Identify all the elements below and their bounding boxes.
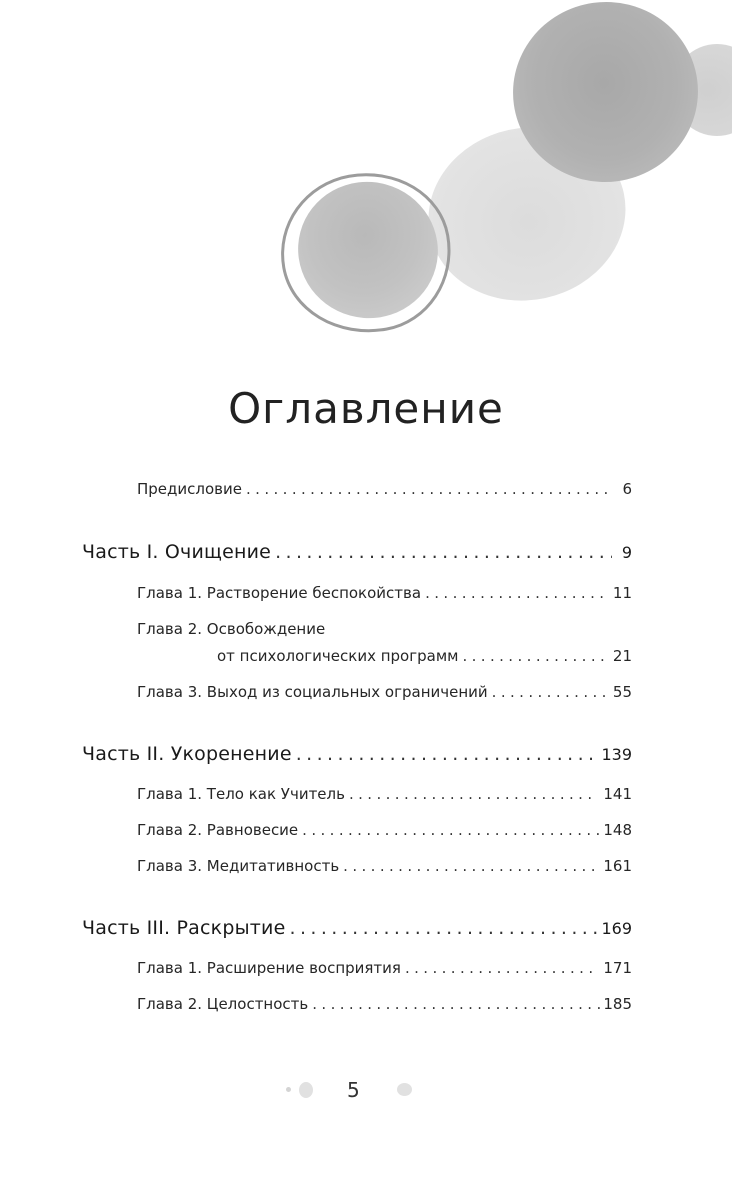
dot-leader bbox=[275, 541, 612, 563]
toc-entry-page: 185 bbox=[603, 995, 632, 1013]
dot-leader bbox=[312, 995, 601, 1013]
dot-leader bbox=[349, 785, 597, 803]
toc-chapter[interactable] bbox=[137, 959, 632, 977]
toc-entry-preface[interactable] bbox=[137, 480, 632, 498]
toc-chapter[interactable] bbox=[217, 647, 632, 665]
dot-leader bbox=[462, 647, 606, 665]
toc-entry-page: 141 bbox=[603, 785, 632, 803]
page-title: Оглавление bbox=[228, 384, 504, 434]
toc-entry-page: 11 bbox=[612, 584, 632, 602]
toc-entry-page: 55 bbox=[612, 683, 632, 701]
toc-chapter[interactable] bbox=[137, 857, 632, 875]
toc-chapter[interactable] bbox=[137, 995, 632, 1013]
toc-entry-label: Глава 1. Тело как Учитель bbox=[137, 785, 345, 803]
toc-chapter[interactable] bbox=[137, 821, 632, 839]
toc-chapter-label-line1[interactable]: Глава 2. Освобождение bbox=[137, 620, 326, 638]
page-number: 5 bbox=[347, 1078, 360, 1102]
toc-entry-label: Предисловие bbox=[137, 480, 242, 498]
toc-entry-page: 161 bbox=[603, 857, 632, 875]
toc-entry-page: 9 bbox=[621, 543, 632, 562]
toc-part-1[interactable] bbox=[82, 541, 632, 563]
dot-leader bbox=[290, 917, 600, 939]
toc-entry-label: от психологических программ bbox=[217, 647, 459, 665]
toc-entry-label: Глава 1. Расширение восприятия bbox=[137, 959, 401, 977]
toc-entry-page: 148 bbox=[603, 821, 632, 839]
footer-dot-icon bbox=[286, 1087, 291, 1092]
toc-part-3[interactable] bbox=[82, 917, 632, 939]
toc-entry-label: Глава 1. Растворение беспокойства bbox=[137, 584, 422, 602]
toc-entry-page: 171 bbox=[603, 959, 632, 977]
toc-entry-page: 169 bbox=[601, 919, 632, 938]
toc-entry-page: 6 bbox=[622, 480, 632, 498]
dot-leader bbox=[405, 959, 597, 977]
toc-entry-page: 139 bbox=[601, 745, 632, 764]
toc-entry-page: 21 bbox=[612, 647, 632, 665]
toc-part-label: Часть II. Укоренение bbox=[82, 743, 292, 765]
dot-leader bbox=[343, 857, 597, 875]
footer-dot-icon bbox=[299, 1082, 313, 1098]
toc-entry-label: Глава 2. Равновесие bbox=[137, 821, 299, 839]
toc-entry-label: Глава 3. Выход из социальных ограничений bbox=[137, 683, 488, 701]
toc-part-2[interactable] bbox=[82, 743, 632, 765]
page-footer bbox=[0, 1076, 732, 1106]
dot-leader bbox=[302, 821, 601, 839]
toc-chapter[interactable] bbox=[137, 584, 632, 602]
toc-part-label: Часть III. Раскрытие bbox=[82, 917, 286, 939]
dot-leader bbox=[296, 743, 600, 765]
toc-entry-label: Глава 3. Медитативность bbox=[137, 857, 340, 875]
toc-chapter[interactable] bbox=[137, 683, 632, 701]
dot-leader bbox=[425, 584, 607, 602]
footer-dot-icon bbox=[397, 1083, 412, 1096]
toc-chapter[interactable] bbox=[137, 785, 632, 803]
dot-leader bbox=[246, 480, 612, 498]
dot-leader bbox=[492, 683, 607, 701]
toc-part-label: Часть I. Очищение bbox=[82, 541, 272, 563]
toc-entry-label: Глава 2. Целостность bbox=[137, 995, 309, 1013]
